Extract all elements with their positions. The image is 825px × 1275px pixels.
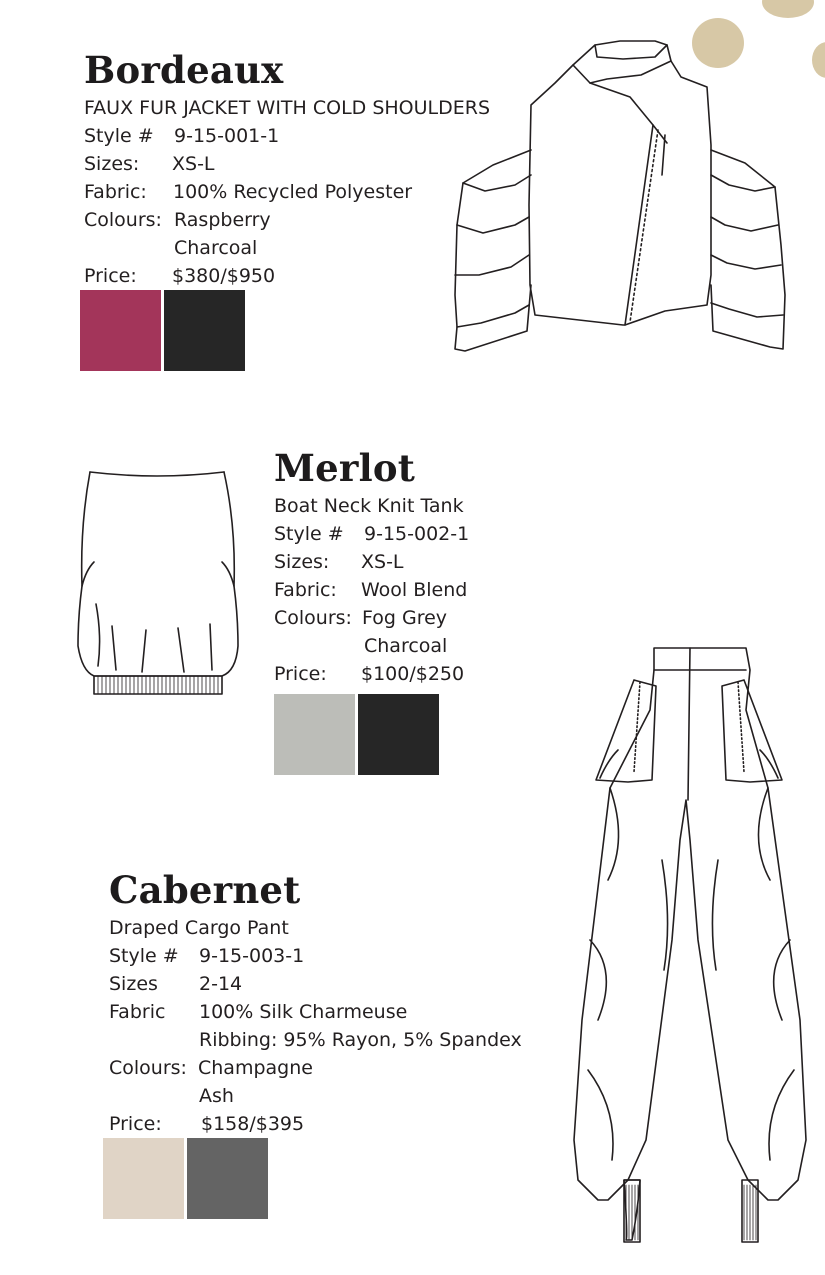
swatch-ash: [187, 1138, 268, 1219]
sizes-value: XS-L: [172, 153, 215, 175]
fabric-label: Fabric:: [84, 181, 147, 203]
tank-sketch: [72, 466, 244, 700]
product-description: Draped Cargo Pant: [109, 917, 289, 939]
colour-value: Raspberry: [174, 209, 271, 231]
product-name: Cabernet: [109, 868, 301, 912]
colours-row-2: [109, 1082, 522, 1110]
colours-label: Colours:: [109, 1057, 187, 1079]
sizes-value: 2-14: [199, 973, 243, 995]
fabric-label: Fabric: [109, 1001, 166, 1023]
product-name: Bordeaux: [84, 48, 284, 92]
style-number: 9-15-003-1: [199, 945, 305, 967]
product-cabernet: [109, 870, 522, 1138]
pant-sketch: [568, 640, 814, 1250]
colour-swatches: [80, 290, 245, 371]
colours-row-2: [274, 632, 469, 660]
sizes-row: [109, 970, 522, 998]
colour-value: Fog Grey: [362, 607, 448, 629]
style-label: Style #: [84, 125, 154, 147]
product-name: Merlot: [274, 446, 416, 490]
price-row: [84, 262, 490, 290]
style-label: Style #: [109, 945, 179, 967]
colours-row: [274, 604, 469, 632]
jacket-sketch: [445, 35, 795, 360]
sizes-row: [274, 548, 469, 576]
product-bordeaux: [84, 50, 490, 290]
price-row: [274, 660, 469, 688]
price-row: [109, 1110, 522, 1138]
colours-row-2: [84, 234, 490, 262]
colours-row: [84, 206, 490, 234]
price-value: $380/$950: [172, 265, 276, 287]
fabric-value: 100% Silk Charmeuse: [199, 1001, 408, 1023]
product-merlot: [274, 448, 469, 688]
swatch-raspberry: [80, 290, 161, 371]
fabric-row-2: [109, 1026, 522, 1054]
sizes-label: Sizes:: [84, 153, 140, 175]
fabric-row: [274, 576, 469, 604]
colour-value: Charcoal: [364, 635, 448, 657]
decorative-dot: [812, 42, 825, 78]
price-label: Price:: [274, 663, 327, 685]
style-row: [274, 520, 469, 548]
decorative-dot: [762, 0, 814, 18]
colour-value: Champagne: [198, 1057, 313, 1079]
colour-swatches: [274, 694, 439, 775]
swatch-champagne: [103, 1138, 184, 1219]
product-description: FAUX FUR JACKET WITH COLD SHOULDERS: [84, 97, 491, 119]
swatch-charcoal: [164, 290, 245, 371]
sizes-label: Sizes:: [274, 551, 330, 573]
sizes-row: [84, 150, 490, 178]
swatch-fog-grey: [274, 694, 355, 775]
sizes-value: XS-L: [361, 551, 404, 573]
fabric-extra-value: Ribbing: 95% Rayon, 5% Spandex: [199, 1029, 522, 1051]
price-value: $100/$250: [361, 663, 465, 685]
colours-label: Colours:: [274, 607, 352, 629]
colour-value: Charcoal: [174, 237, 258, 259]
price-label: Price:: [109, 1113, 162, 1135]
style-number: 9-15-002-1: [364, 523, 470, 545]
sizes-label: Sizes: [109, 973, 158, 995]
fabric-row: [109, 998, 522, 1026]
colours-label: Colours:: [84, 209, 162, 231]
colours-row: [109, 1054, 522, 1082]
product-description: Boat Neck Knit Tank: [274, 495, 464, 517]
fabric-row: [84, 178, 490, 206]
style-row: [109, 942, 522, 970]
swatch-charcoal: [358, 694, 439, 775]
style-row: [84, 122, 490, 150]
price-label: Price:: [84, 265, 137, 287]
fabric-value: 100% Recycled Polyester: [173, 181, 413, 203]
fabric-label: Fabric:: [274, 579, 337, 601]
style-number: 9-15-001-1: [174, 125, 280, 147]
colour-swatches: [103, 1138, 268, 1219]
price-value: $158/$395: [201, 1113, 305, 1135]
fabric-value: Wool Blend: [361, 579, 468, 601]
colour-value: Ash: [199, 1085, 234, 1107]
style-label: Style #: [274, 523, 344, 545]
